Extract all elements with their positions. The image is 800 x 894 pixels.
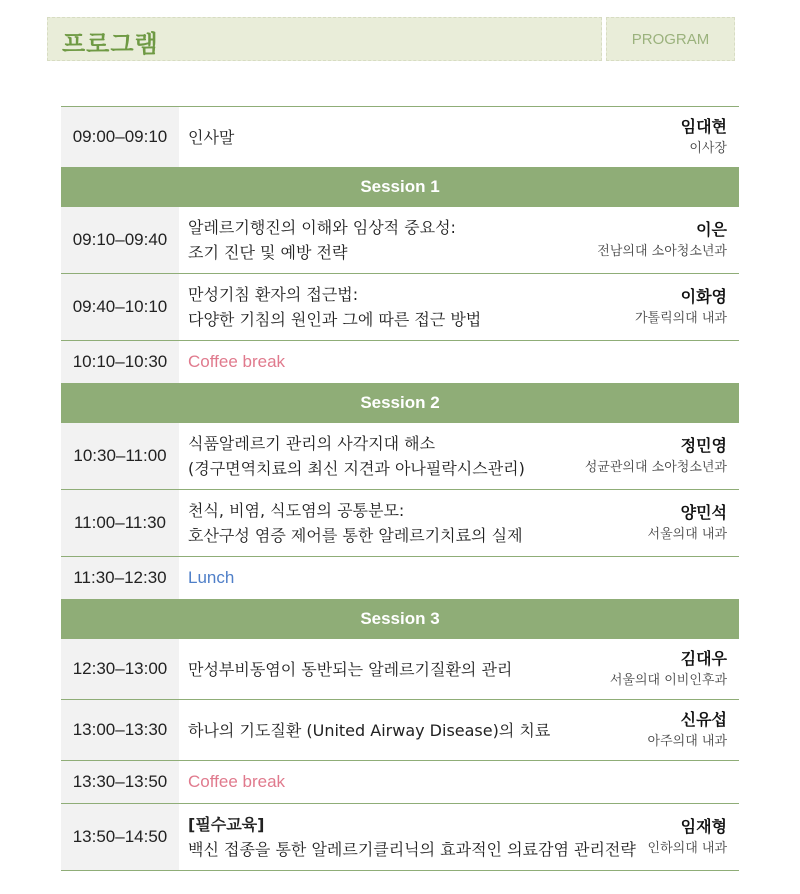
speaker-name: 임대현 [680, 117, 727, 136]
coffee-break-label: Coffee break [188, 352, 286, 371]
lecture-title-line: 조기 진단 및 예방 전략 [188, 243, 348, 262]
lecture-title [188, 215, 456, 265]
session-header: Session 3 [61, 599, 739, 638]
speaker-affiliation: 가톨릭의대 내과 [634, 311, 727, 326]
program-row [61, 638, 739, 699]
time-slot: 10:10–10:30 [61, 341, 179, 383]
speaker [648, 501, 727, 545]
lecture-title [188, 431, 525, 481]
speaker-affiliation: 이사장 [689, 141, 727, 156]
time-slot: 10:30–11:00 [61, 423, 179, 489]
lecture-title [188, 657, 512, 682]
row-content [179, 423, 739, 489]
time-slot: 13:00–13:30 [61, 700, 179, 760]
program-row [61, 206, 739, 273]
time-slot: 09:00–09:10 [61, 107, 179, 167]
lecture-title [188, 498, 523, 548]
speaker [635, 285, 727, 329]
time-slot: 13:30–13:50 [61, 761, 179, 803]
time-slot: 11:00–11:30 [61, 490, 179, 556]
lecture-title-line: 인사말 [188, 127, 235, 147]
lecture-title-line: 만성기침 환자의 접근법: [188, 285, 359, 304]
program-table [61, 106, 739, 871]
speaker-name: 이은 [696, 220, 727, 239]
speaker [597, 218, 727, 262]
speaker-affiliation: 전남의대 소아청소년과 [597, 244, 727, 259]
row-content [179, 107, 739, 167]
speaker-affiliation: 아주의대 내과 [647, 734, 727, 749]
lecture-title-line: 백신 접종을 통한 알레르기클리닉의 효과적인 의료감염 관리전략 [188, 840, 636, 859]
program-row [61, 699, 739, 760]
time-slot: 11:30–12:30 [61, 557, 179, 599]
speaker-affiliation: 인하의대 내과 [647, 841, 727, 856]
row-content [179, 490, 739, 556]
row-content [179, 274, 739, 340]
time-slot: 09:10–09:40 [61, 207, 179, 273]
lecture-title-line: 알레르기행진의 이해와 임상적 중요성: [188, 218, 456, 237]
program-row [61, 489, 739, 556]
lecture-title-line: 호산구성 염증 제어를 통한 알레르기치료의 실제 [188, 526, 523, 545]
row-content [179, 804, 739, 870]
row-content [179, 639, 739, 699]
lecture-title-line: 천식, 비염, 식도염의 공통분모: [188, 501, 405, 520]
speaker-name: 정민영 [680, 436, 727, 455]
speaker [681, 115, 727, 159]
break-row [61, 340, 739, 383]
speaker-affiliation: 성균관의대 소아청소년과 [584, 460, 727, 475]
speaker-name: 김대우 [680, 649, 727, 668]
lecture-title-line: 다양한 기침의 원인과 그에 따른 접근 방법 [188, 310, 482, 329]
speaker-name: 신유섭 [680, 710, 727, 729]
program-row [61, 106, 739, 167]
lecture-title-line: 만성부비동염이 동반되는 알레르기질환의 관리 [188, 659, 513, 679]
time-slot: 13:50–14:50 [61, 804, 179, 870]
program-row [61, 422, 739, 489]
lecture-title-line: [필수교육] [188, 815, 265, 834]
coffee-break-label: Coffee break [188, 772, 286, 791]
speaker-affiliation: 서울의대 이비인후과 [609, 673, 727, 688]
speaker [585, 434, 727, 478]
lunch-label: Lunch [188, 568, 235, 587]
lecture-title [188, 282, 481, 332]
speaker [648, 815, 727, 859]
speaker-name: 임재형 [680, 817, 727, 836]
lecture-title [188, 718, 550, 743]
session-header: Session 1 [61, 167, 739, 206]
row-content [179, 761, 739, 803]
lecture-title-line: 하나의 기도질환 (United Airway Disease)의 치료 [188, 720, 551, 740]
program-row [61, 803, 739, 871]
speaker-affiliation: 서울의대 내과 [647, 527, 727, 542]
break-row [61, 760, 739, 803]
time-slot: 09:40–10:10 [61, 274, 179, 340]
program-title: 프로그램 [62, 30, 159, 58]
row-content [179, 700, 739, 760]
speaker [648, 708, 727, 752]
row-content [179, 557, 739, 599]
row-content [179, 341, 739, 383]
row-content [179, 207, 739, 273]
program-title-banner [47, 17, 602, 61]
lunch-row [61, 556, 739, 599]
program-title-en: PROGRAM [631, 31, 710, 48]
session-header: Session 2 [61, 383, 739, 422]
speaker-name: 양민석 [680, 503, 727, 522]
program-row [61, 273, 739, 340]
speaker-name: 이화영 [680, 287, 727, 306]
program-english-banner [606, 17, 735, 61]
lecture-title [188, 812, 636, 862]
speaker [610, 647, 727, 691]
lecture-title [188, 125, 234, 150]
lecture-title-line: 식품알레르기 관리의 사각지대 해소 [188, 434, 436, 453]
lecture-title-line: (경구면역치료의 최신 지견과 아나필락시스관리) [188, 459, 525, 478]
time-slot: 12:30–13:00 [61, 639, 179, 699]
